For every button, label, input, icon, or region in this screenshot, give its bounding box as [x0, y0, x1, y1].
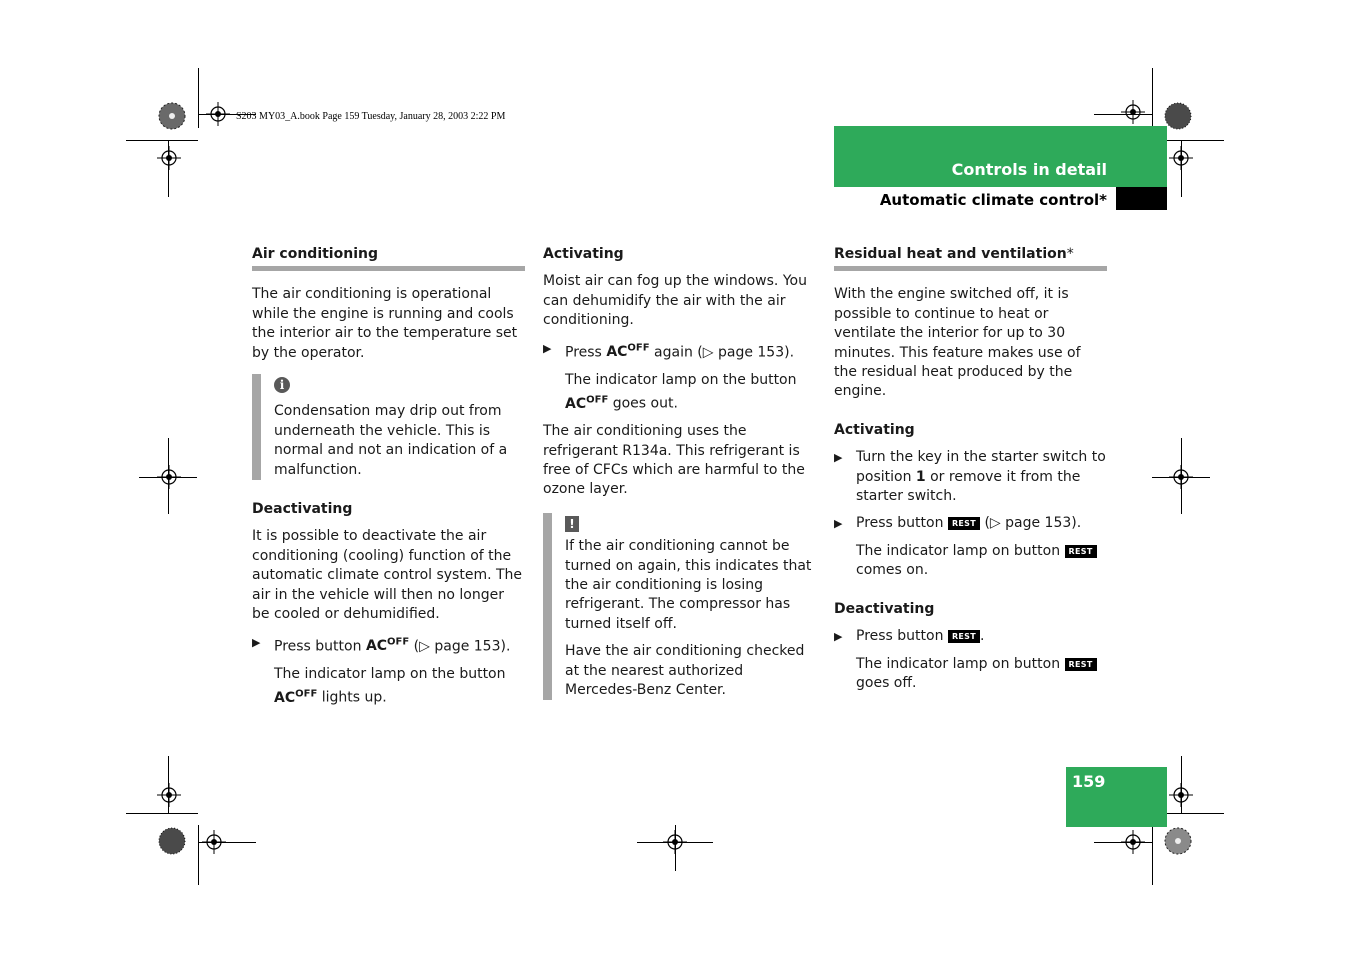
- warning-text-2: Have the air conditioning checked at the nearest authorized Mercedes-Benz Center.: [565, 643, 805, 699]
- paragraph-refrigerant: The air conditioning uses the refrigerant R134a. This refrigerant is free of CFCs which are harmful to the ozone layer.: [543, 423, 805, 498]
- registration-mark-icon: [157, 146, 181, 170]
- warning-text-1: If the air conditioning cannot be turned on again, this indicates that the air conditioning is losing refrigerant. The compressor has turned itself off.: [565, 538, 812, 632]
- color-wheel-icon: [158, 102, 186, 130]
- step-result: The indicator lamp on button REST goes off.: [834, 655, 1107, 694]
- registration-mark-icon: [663, 830, 687, 854]
- color-wheel-icon: [1164, 827, 1192, 855]
- info-note: [252, 374, 525, 480]
- rest-button-label: REST: [948, 630, 980, 643]
- paragraph-residual-intro: With the engine switched off, it is possible to continue to heat or ventilate the interior for up to 30 minutes. This feature makes use of the residual heat produced by the engine.: [834, 286, 1081, 400]
- heading-residual-heat: Residual heat and ventilation*: [834, 246, 1074, 262]
- paragraph-deactivating: It is possible to deactivate the air conditioning (cooling) function of the automatic climate control system. The air in the vehicle will then no longer be cooled or dehumidified.: [252, 528, 523, 623]
- step-turn-key: ▶ Turn the key in the starter switch to position 1 or remove it from the starter switch.: [834, 449, 1106, 505]
- column-2: [543, 245, 816, 700]
- heading-rule: [252, 266, 525, 271]
- step-press-rest: ▶ Press button REST (▷ page 153).: [834, 514, 1107, 533]
- triangle-right-icon: ▶: [252, 635, 261, 649]
- rest-button-label: REST: [948, 517, 980, 530]
- step-press-ac-off-again: ▶ Press $AC^{OFF}$ again (▷ page 153).: [543, 339, 816, 363]
- triangle-right-icon: ▶: [543, 341, 552, 355]
- step-result: The indicator lamp on button REST comes on.: [834, 542, 1107, 581]
- registration-mark-icon: [1121, 830, 1145, 854]
- header-tab-marker: [1116, 187, 1167, 210]
- paragraph-fog: Moist air can fog up the windows. You can dehumidify the air with the air conditioning.: [543, 273, 807, 329]
- warning-note: [543, 513, 816, 701]
- step-result: The indicator lamp on the button $AC^{OFF}$ lights up.: [274, 665, 506, 706]
- color-wheel-icon: [158, 827, 186, 855]
- ac-off-button-label: $AC^{OFF}$: [606, 342, 650, 361]
- section-title: Controls in detail: [951, 160, 1107, 179]
- step-press-rest-off: ▶ Press button REST .: [834, 627, 1107, 646]
- color-wheel-icon: [1164, 102, 1192, 130]
- registration-mark-icon: [202, 830, 226, 854]
- warning-icon: !: [565, 516, 579, 532]
- registration-mark-icon: [1169, 146, 1193, 170]
- note-bar: [252, 374, 261, 480]
- heading-activating: Activating: [834, 421, 915, 438]
- column-1: [252, 245, 525, 708]
- triangle-right-icon: ▶: [834, 517, 843, 531]
- heading-deactivating: Deactivating: [252, 501, 353, 518]
- triangle-right-icon: ▶: [834, 451, 843, 465]
- page-number: 159: [1072, 772, 1106, 791]
- registration-mark-icon: [1169, 465, 1193, 489]
- registration-mark-icon: [1121, 100, 1145, 124]
- rest-button-label: REST: [1065, 658, 1097, 671]
- print-info: S203 MY03_A.book Page 159 Tuesday, January 28, 2003 2:22 PM: [236, 111, 506, 122]
- registration-mark-icon: [1169, 783, 1193, 807]
- info-icon: i: [274, 377, 290, 393]
- heading-air-conditioning: Air conditioning: [252, 246, 378, 262]
- rest-button-label: REST: [1065, 545, 1097, 558]
- note-bar: [543, 513, 552, 701]
- heading-rule: [834, 266, 1107, 271]
- heading-deactivating: Deactivating: [834, 600, 935, 617]
- step-press-ac-off: ▶ Press button $AC^{OFF}$ (▷ page 153).: [252, 633, 525, 657]
- column-3: [834, 245, 1107, 693]
- subsection-title: Automatic climate control*: [879, 191, 1107, 209]
- step-result: The indicator lamp on the button $AC^{OFF}$ goes out.: [565, 371, 797, 412]
- registration-mark-icon: [157, 465, 181, 489]
- ac-off-button-label: $AC^{OFF}$: [565, 394, 609, 412]
- note-text: Condensation may drip out from underneath the vehicle. This is normal and not an indication of a malfunction.: [274, 403, 508, 478]
- heading-activating: Activating: [543, 246, 624, 262]
- ac-off-button-label: $AC^{OFF}$: [365, 636, 410, 655]
- triangle-right-icon: ▶: [834, 630, 843, 644]
- ac-off-button-label: $AC^{OFF}$: [274, 687, 318, 706]
- paragraph-intro: The air conditioning is operational while the engine is running and cools the interior air to the temperature set by the operator.: [252, 286, 518, 361]
- registration-mark-icon: [157, 783, 181, 807]
- registration-mark-icon: [206, 102, 230, 126]
